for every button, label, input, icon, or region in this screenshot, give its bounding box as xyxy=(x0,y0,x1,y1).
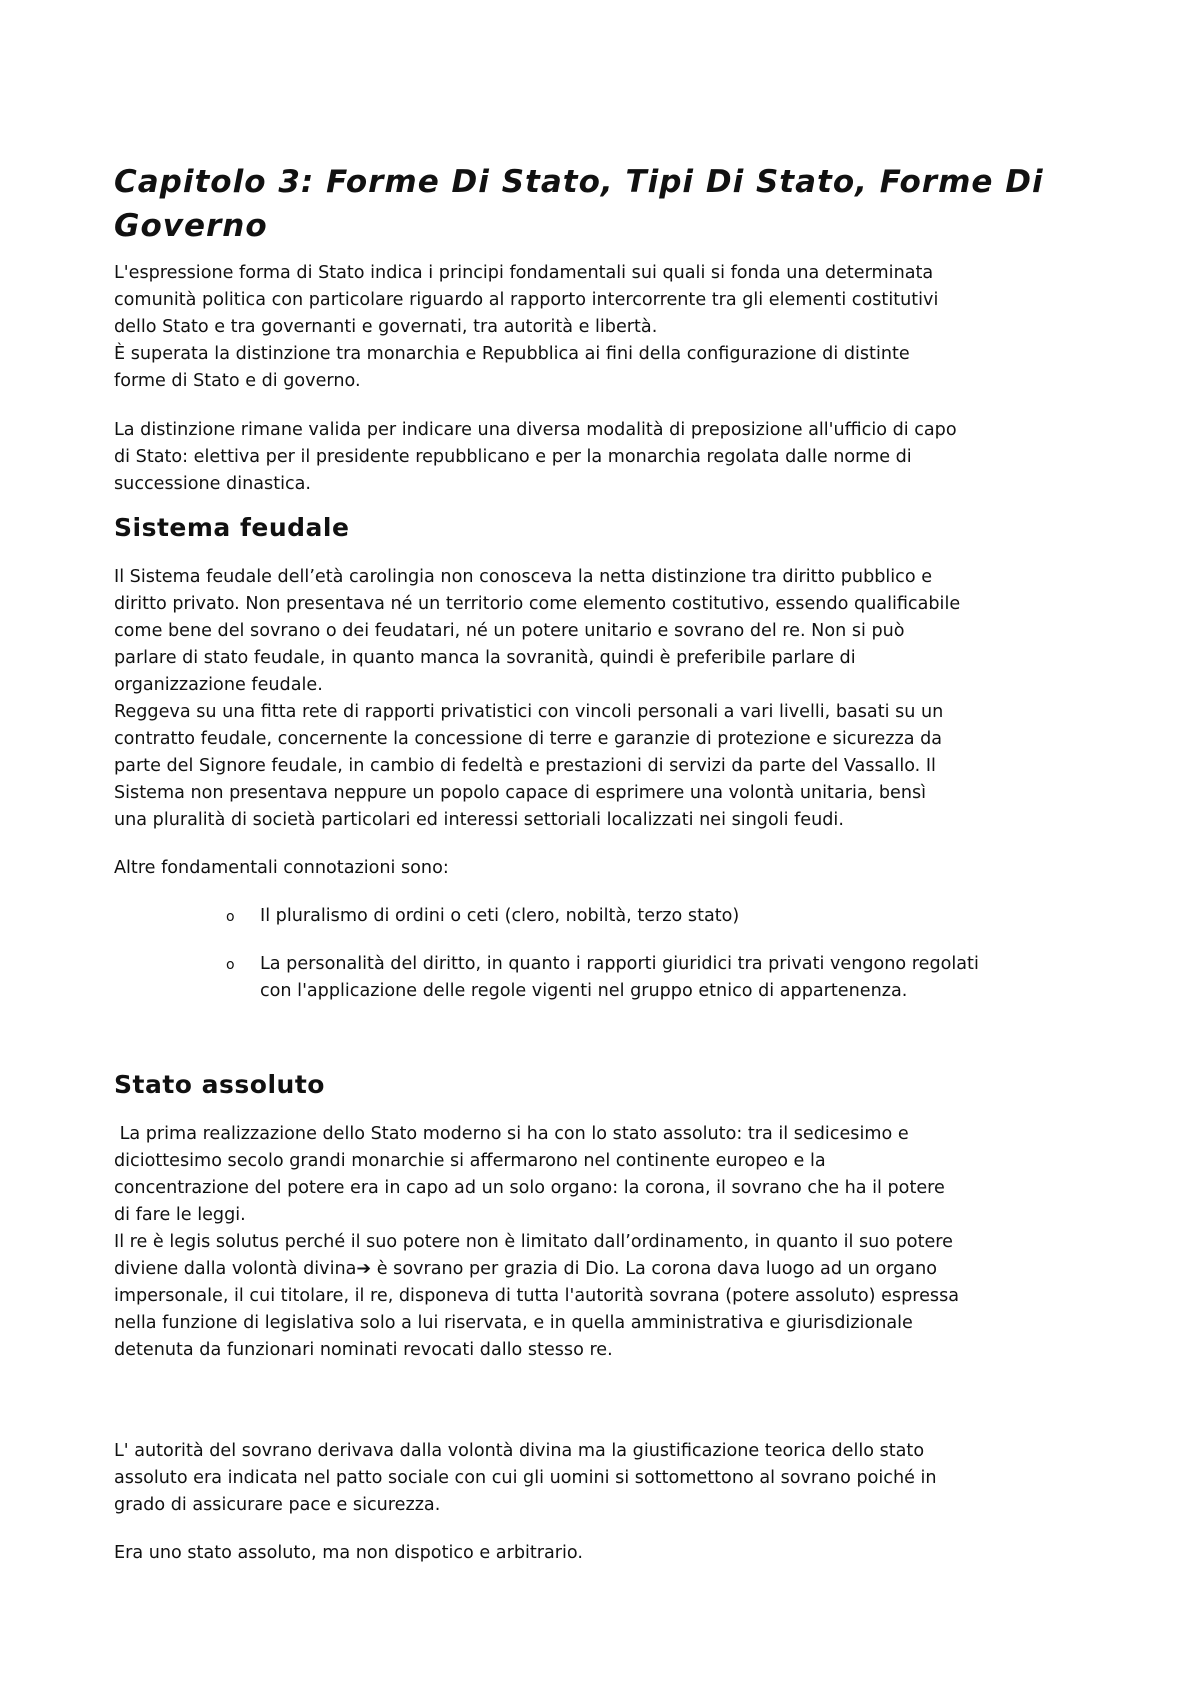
text-line: Il pluralismo di ordini o ceti (clero, nobiltà, terzo stato) xyxy=(260,906,740,926)
feudale-paragraph-2 xyxy=(114,855,1094,882)
section-heading-feudale xyxy=(114,512,1094,544)
text-line: Era uno stato assoluto, ma non dispotico e arbitrario. xyxy=(114,1543,583,1563)
text-line: parte del Signore feudale, in cambio di fedeltà e prestazioni di servizi da parte del Vassallo. Il xyxy=(114,756,936,776)
text-line: contratto feudale, concernente la concessione di terre e garanzie di protezione e sicurezza da xyxy=(114,729,943,749)
text-line: Altre fondamentali connotazioni sono: xyxy=(114,858,449,878)
text-line: L'espressione forma di Stato indica i principi fondamentali sui quali si fonda una determinata xyxy=(114,263,934,283)
feudale-paragraph-1 xyxy=(114,564,1094,834)
text-fragment: diviene dalla volontà divina xyxy=(114,1259,357,1279)
text-line: detenuta da funzionari nominati revocati dallo stesso re. xyxy=(114,1340,613,1360)
text-line: Il Sistema feudale dell’età carolingia non conosceva la netta distinzione tra diritto pubblico e xyxy=(114,567,933,587)
text-line: di fare le leggi. xyxy=(114,1205,246,1225)
text-line: diritto privato. Non presentava né un territorio come elemento costitutivo, essendo qualificabile xyxy=(114,594,961,614)
chapter-title-text: Capitolo 3: Forme Di Stato, Tipi Di Stato, Forme Di Governo xyxy=(114,164,1044,244)
text-line: dello Stato e tra governanti e governati, tra autorità e libertà. xyxy=(114,317,658,337)
text-line: grado di assicurare pace e sicurezza. xyxy=(114,1495,441,1515)
text-line: impersonale, il cui titolare, il re, disponeva di tutta l'autorità sovrana (potere assoluto) espressa xyxy=(114,1286,960,1306)
text-line: una pluralità di società particolari ed interessi settoriali localizzati nei singoli feudi. xyxy=(114,810,844,830)
feudale-bullet-list xyxy=(114,903,1094,1005)
section-heading-assoluto xyxy=(114,1069,1094,1101)
assoluto-paragraph-3 xyxy=(114,1540,1094,1567)
text-line: organizzazione feudale. xyxy=(114,675,323,695)
text-line: La personalità del diritto, in quanto i rapporti giuridici tra privati vengono regolati xyxy=(260,954,979,974)
text-line: forme di Stato e di governo. xyxy=(114,371,361,391)
text-line: La distinzione rimane valida per indicare una diversa modalità di preposizione all'ufficio di capo xyxy=(114,420,957,440)
intro-paragraph-2 xyxy=(114,417,1094,498)
text-line: come bene del sovrano o dei feudatari, né un potere unitario e sovrano del re. Non si può xyxy=(114,621,905,641)
document-page xyxy=(114,160,1094,1567)
text-line: di Stato: elettiva per il presidente repubblicano e per la monarchia regolata dalle norme di xyxy=(114,447,912,467)
text-line: Sistema non presentava neppure un popolo capace di esprimere una volontà unitaria, bensì xyxy=(114,783,927,803)
heading-text: Stato assoluto xyxy=(114,1070,325,1099)
text-line: diciottesimo secolo grandi monarchie si affermarono nel continente europeo e la xyxy=(114,1151,826,1171)
intro-paragraph-1 xyxy=(114,260,1094,395)
text-line: L' autorità del sovrano derivava dalla volontà divina ma la giustificazione teorica dello stato xyxy=(114,1441,925,1461)
arrow-right-icon: ➔ xyxy=(356,1259,372,1279)
text-line: Il re è legis solutus perché il suo potere non è limitato dall’ordinamento, in quanto il suo potere xyxy=(114,1232,953,1252)
text-line: parlare di stato feudale, in quanto manca la sovranità, quindi è preferibile parlare di xyxy=(114,648,856,668)
list-item xyxy=(226,903,1094,930)
text-line: nella funzione di legislativa solo a lui riservata, e in quella amministrativa e giurisdizionale xyxy=(114,1313,913,1333)
heading-text: Sistema feudale xyxy=(114,513,350,542)
assoluto-paragraph-1 xyxy=(114,1121,1094,1364)
text-line: assoluto era indicata nel patto sociale con cui gli uomini si sottomettono al sovrano poiché in xyxy=(114,1468,937,1488)
bullet-circle-icon: o xyxy=(226,909,235,925)
bullet-circle-icon: o xyxy=(226,957,235,973)
text-line: La prima realizzazione dello Stato moderno si ha con lo stato assoluto: tra il sedicesimo e xyxy=(114,1124,909,1144)
chapter-title xyxy=(114,160,1094,248)
spacer xyxy=(114,1364,1094,1438)
text-line xyxy=(114,1259,937,1279)
text-line: comunità politica con particolare riguardo al rapporto intercorrente tra gli elementi costitutivi xyxy=(114,290,939,310)
text-line: È superata la distinzione tra monarchia e Repubblica ai fini della configurazione di distinte xyxy=(114,344,910,364)
text-line: con l'applicazione delle regole vigenti nel gruppo etnico di appartenenza. xyxy=(260,981,908,1001)
text-line: successione dinastica. xyxy=(114,474,312,494)
text-line: Reggeva su una fitta rete di rapporti privatistici con vincoli personali a vari livelli, basati su un xyxy=(114,702,944,722)
list-item xyxy=(226,951,1094,1005)
text-line: concentrazione del potere era in capo ad un solo organo: la corona, il sovrano che ha il potere xyxy=(114,1178,945,1198)
spacer xyxy=(114,1026,1094,1069)
assoluto-paragraph-2 xyxy=(114,1438,1094,1519)
text-fragment: è sovrano per grazia di Dio. La corona dava luogo ad un organo xyxy=(371,1259,938,1279)
